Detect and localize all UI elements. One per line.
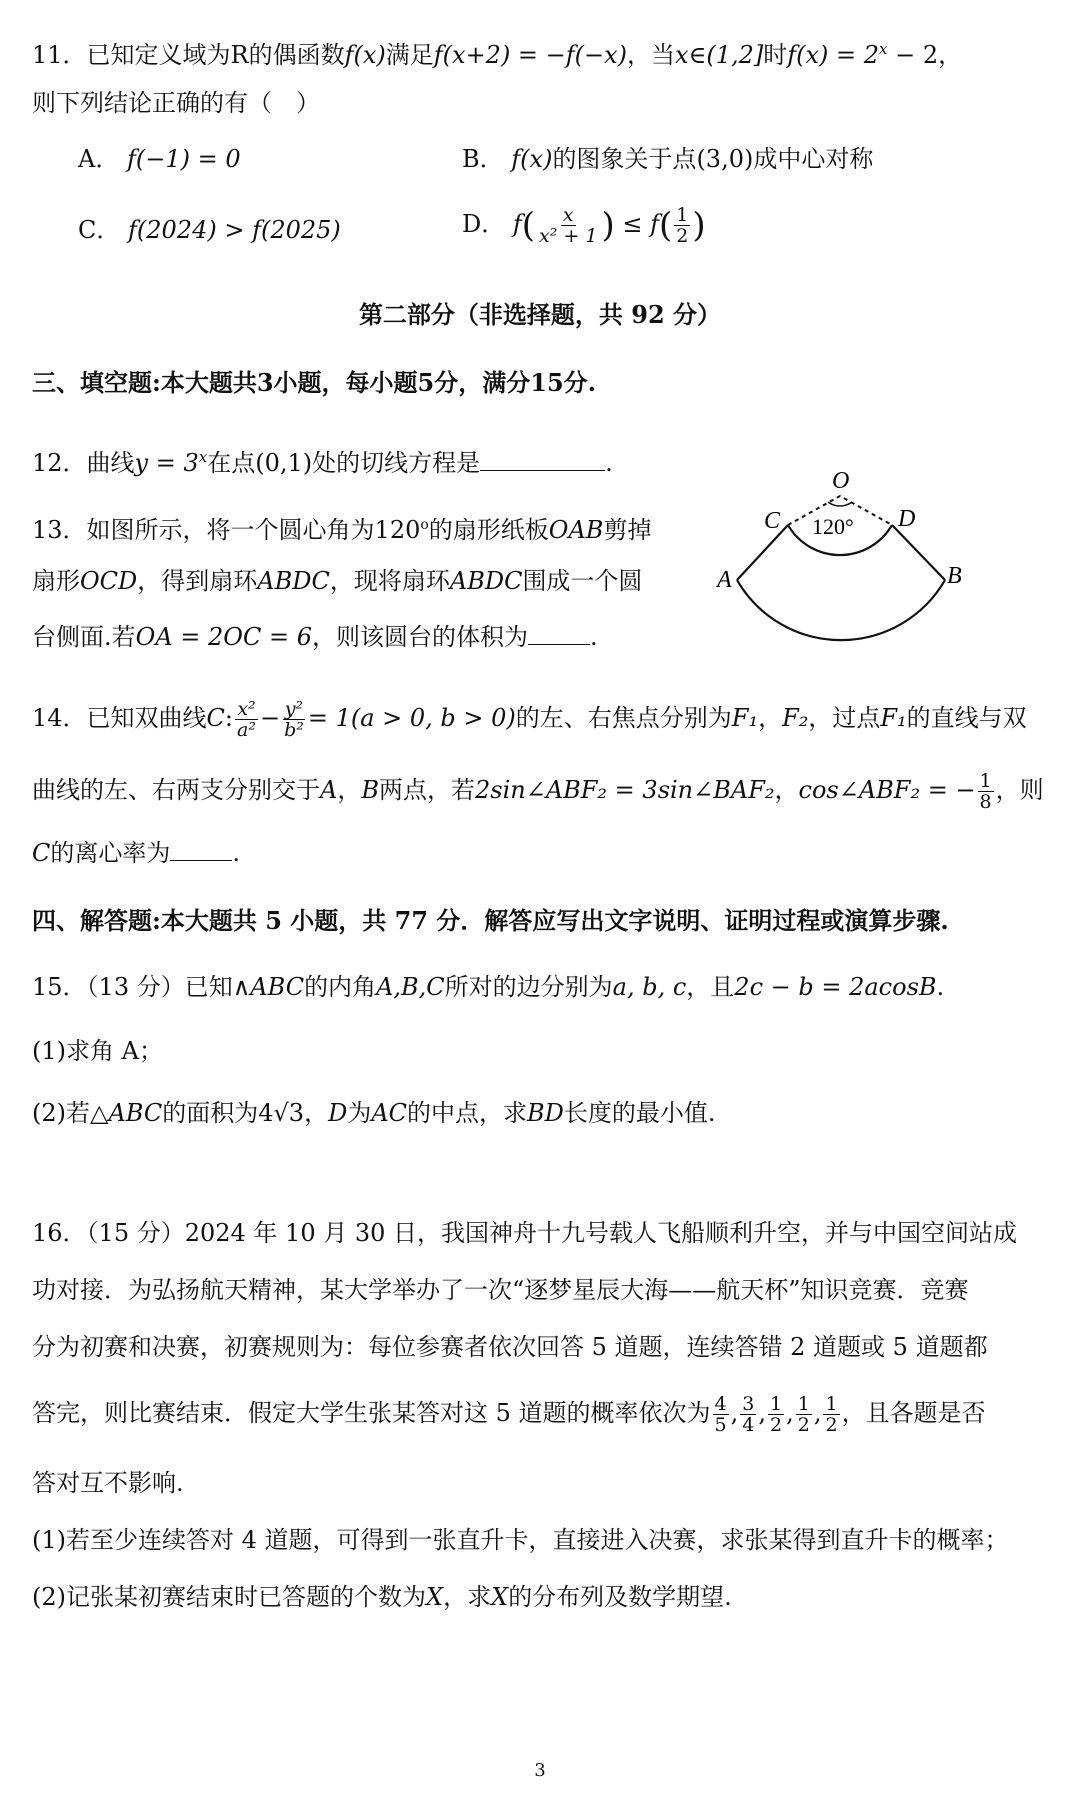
section4-heading: 四、解答题:本大题共 5 小题，共 77 分．解答应写出文字说明、证明过程或演算步骤. [32, 906, 949, 935]
fraction-denominator: 2 [825, 1414, 838, 1436]
q11-option-b: B． f(x)的图象关于点(3,0)成中心对称 [462, 145, 874, 173]
label-c: C [764, 508, 781, 534]
edge-bd [892, 525, 945, 580]
label-b: B [947, 563, 962, 589]
angle-arc [828, 502, 852, 506]
label-o: O [832, 468, 850, 494]
probability-fraction [713, 1394, 729, 1435]
q11-line2: 则下列结论正确的有（ ） [32, 89, 320, 117]
fraction-numerator: 1 [825, 1393, 838, 1415]
q11-d-fraction-2: $\frac{1}{2}$ [676, 204, 689, 247]
page-number: 3 [534, 1760, 546, 1781]
probability-fraction [796, 1394, 812, 1435]
q14-fraction-cos: $\frac{1}{8}$ [979, 770, 992, 813]
label-d: D [898, 506, 916, 532]
q15-part1: (1)求角 A； [32, 1037, 163, 1065]
fraction-denominator: 2 [770, 1414, 783, 1436]
q16-line1: 16．（15 分）2024 年 10 月 30 日，我国神舟十九号载人飞船顺利升空，并与中国空间站成 [32, 1219, 1018, 1247]
fraction-denominator: 4 [742, 1414, 755, 1436]
q16-line5: 答对互不影响. [32, 1469, 184, 1497]
q11-option-d: D． f( $\frac{x}{\text{x² + 1}}$ ) ≤ f( $\frac{1}{2}$ ) [462, 204, 706, 247]
q11-option-c: C． f(2024) > f(2025) [78, 216, 341, 244]
q14-number: 14． [32, 704, 87, 732]
fraction-denominator: 2 [797, 1414, 810, 1436]
q12-answer-blank[interactable] [480, 448, 605, 471]
q16-part1: (1)若至少连续答对 4 道题，可得到一张直升卡，直接进入决赛，求张某得到直升卡的概率； [32, 1526, 1009, 1554]
part2-title: 第二部分（非选择题，共 92 分） [358, 300, 722, 329]
fraction-numerator: 3 [742, 1393, 755, 1415]
q14-answer-blank[interactable] [170, 838, 232, 861]
section3-heading: 三、填空题:本大题共3小题，每小题5分，满分15分. [32, 368, 597, 397]
fraction-numerator: 1 [797, 1393, 810, 1415]
q11-option-a: A． f(−1) = 0 [78, 145, 241, 173]
probability-fraction [768, 1394, 784, 1435]
probability-list [711, 1393, 842, 1436]
q15-line1: 15．（13 分）已知∧ABC的内角A,B,C所对的边分别为a, b, c，且2c − b = 2acosB. [32, 973, 945, 1001]
fraction-numerator: 1 [770, 1393, 783, 1415]
q11-d-fraction-1: $\frac{x}{\text{x² + 1}}$ [539, 204, 598, 247]
q13-number: 13． [32, 516, 87, 544]
q14-fraction-y: $\frac{\text{y²}}{\text{b²}}$ [284, 698, 304, 741]
q16-part2: (2)记张某初赛结束时已答题的个数为X，求X的分布列及数学期望. [32, 1583, 732, 1611]
label-a: A [717, 567, 732, 593]
fraction-separator: , [730, 1399, 739, 1427]
fraction-separator: , [758, 1399, 766, 1427]
angle-label: 120° [812, 514, 854, 539]
fraction-denominator: 5 [714, 1414, 727, 1436]
q12-number: 12． [32, 449, 87, 477]
q16-number: 16． [32, 1219, 87, 1247]
q11-number: 11． [32, 41, 87, 69]
sector-ring-figure [717, 468, 1050, 668]
q12-line: 12．曲线$y = 3^x$在点(0,1)处的切线方程是 . [32, 448, 613, 477]
outer-arc [737, 580, 945, 640]
q14-line1: 14．已知双曲线C: $\frac{\text{x²}}{\text{a²}}$ − $\frac{\text{y²}}{\text{b²}}$ = 1(a > 0, b > 0)的左、右焦点分别为F₁，F₂，过点F₁的直线与双 [32, 698, 1027, 741]
fraction-separator: , [786, 1399, 794, 1427]
q16-line4: 答完，则比赛结束．假定大学生张某答对这 5 道题的概率依次为 $\frac{4}{5}$ , $\frac{3}{4}$ , $\frac{1}{2}$ , $\frac{1}{2}$ , $\frac{1}{2}$ ，且各题是否 [32, 1393, 986, 1436]
q13-line3: 台侧面.若OA = 2OC = 6，则该圆台的体积为 . [32, 623, 598, 651]
fraction-separator: , [813, 1399, 822, 1427]
q11-line1: 11．已知定义域为R的偶函数f(x)满足f(x+2) = −f(−x)，当x∈(1,2]时$f(x) = 2^x - 2$， [32, 40, 963, 69]
q15-number: 15． [32, 973, 87, 1001]
q14-fraction-x: $\frac{\text{x²}}{\text{a²}}$ [237, 698, 256, 741]
probability-fraction [740, 1394, 756, 1435]
q14-line3: C的离心率为 . [32, 839, 241, 867]
q15-part2: (2)若△ABC的面积为4√3，D为AC的中点，求BD长度的最小值. [32, 1099, 716, 1127]
probability-fraction [823, 1394, 839, 1435]
fraction-numerator: 4 [714, 1393, 727, 1415]
q13-line1: 13．如图所示，将一个圆心角为120$^o$的扇形纸板OAB剪掉 [32, 516, 652, 544]
edge-ac [737, 525, 788, 580]
q13-answer-blank[interactable] [528, 622, 590, 645]
q16-line3: 分为初赛和决赛，初赛规则为：每位参赛者依次回答 5 道题，连续答错 2 道题或 5 道题都 [32, 1333, 988, 1361]
q13-line2: 扇形OCD，得到扇环ABDC，现将扇环ABDC围成一个圆 [32, 567, 643, 595]
q16-line2: 功对接．为弘扬航天精神，某大学举办了一次“逐梦星辰大海——航天杯”知识竞赛．竞赛 [32, 1276, 969, 1304]
q14-line2: 曲线的左、右两支分别交于A，B两点，若2sin∠ABF₂ = 3sin∠BAF₂，cos∠ABF₂ = − $\frac{1}{8}$ ，则 [32, 770, 1044, 813]
